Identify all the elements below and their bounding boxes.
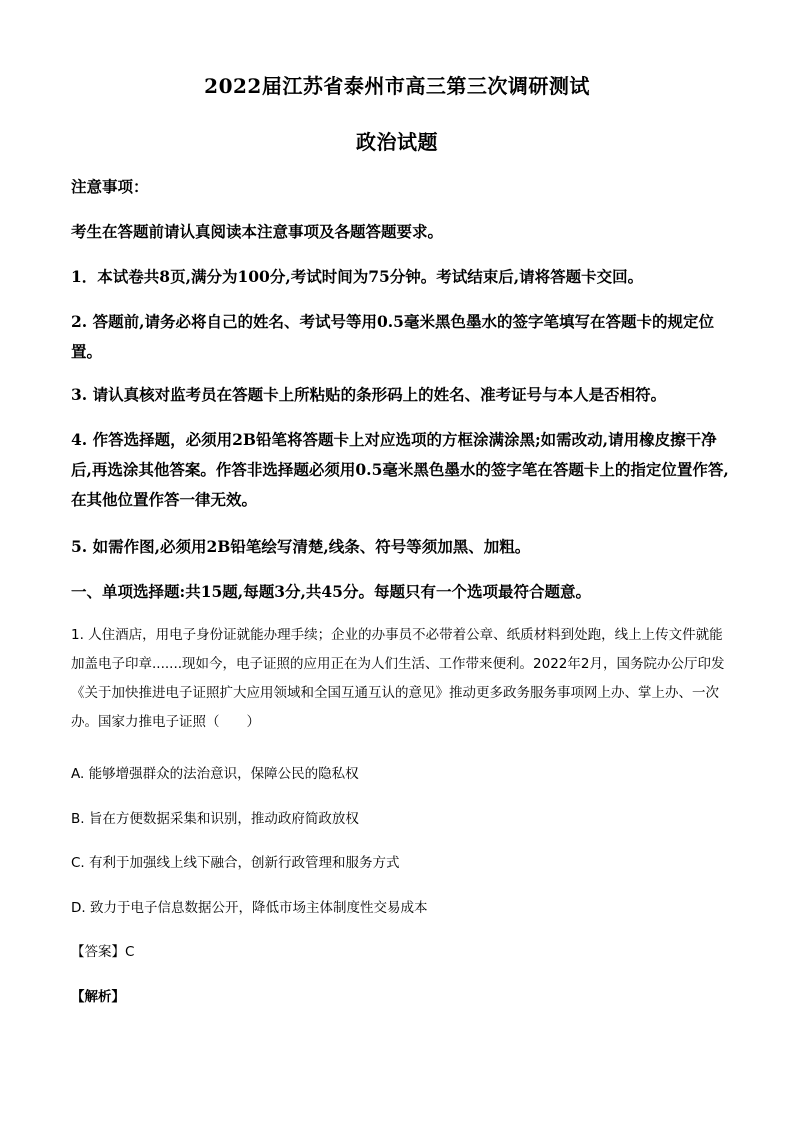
notice-item-2: 2. 答题前,请务必将自己的姓名、考试号等用0.5毫米黑色墨水的签字笔填写在答题卡的规定位置。 bbox=[71, 312, 714, 361]
answer-label: 【答案】 bbox=[71, 944, 125, 960]
option-d: D. 致力于电子信息数据公开，降低市场主体制度性交易成本 bbox=[71, 900, 428, 916]
notice-item-3: 3. 请认真核对监考员在答题卡上所粘贴的条形码上的姓名、准考证号与本人是否相符。 bbox=[71, 385, 667, 404]
option-a: A. 能够增强群众的法治意识，保障公民的隐私权 bbox=[71, 766, 359, 782]
option-b: B. 旨在方便数据采集和识别，推动政府简政放权 bbox=[71, 811, 359, 827]
notice-item-4: 4. 作答选择题，必须用2B铅笔将答题卡上对应选项的方框涂满涂黑;如需改动,请用橡皮擦干净后,再选涂其他答案。作答非选择题必须用0.5毫米黑色墨水的签字笔在答题卡上的指定位置作答,在其他位置作答一律无效。 bbox=[71, 430, 729, 509]
section-heading: 一、单项选择题:共15题,每题3分,共45分。每题只有一个选项最符合题意。 bbox=[71, 582, 591, 601]
question-stem: 1. 人住酒店，用电子身份证就能办理手续；企业的办事员不必带着公章、纸质材料到处跑，线上上传文件就能加盖电子印章.......现如今，电子证照的应用正在为人们生活、工作带来便利。2022年2月，国务院办公厅印发《关于加快推进电子证照扩大应用领域和全国互通互认的意见》推动更多政务服务事项网上办、掌上办、一次办。国家力推电子证照（ ） bbox=[71, 627, 725, 730]
notice-item-1: 1．本试卷共8页,满分为100分,考试时间为75分钟。考试结束后,请将答题卡交回。 bbox=[71, 267, 644, 286]
document-subtitle: 政治试题 bbox=[356, 130, 438, 154]
option-c: C. 有利于加强线上线下融合，创新行政管理和服务方式 bbox=[71, 855, 400, 871]
answer-value: C bbox=[125, 944, 135, 960]
answer-line bbox=[71, 942, 134, 962]
notice-intro: 考生在答题前请认真阅读本注意事项及各题答题要求。 bbox=[71, 222, 444, 241]
analysis-label: 【解析】 bbox=[71, 989, 125, 1005]
document-title: 2022届江苏省泰州市高三第三次调研测试 bbox=[204, 74, 590, 98]
notice-heading: 注意事项： bbox=[71, 177, 149, 196]
notice-item-5: 5. 如需作图,必须用2B铅笔绘写清楚,线条、符号等须加黑、加粗。 bbox=[71, 537, 531, 556]
analysis-line bbox=[71, 987, 125, 1007]
